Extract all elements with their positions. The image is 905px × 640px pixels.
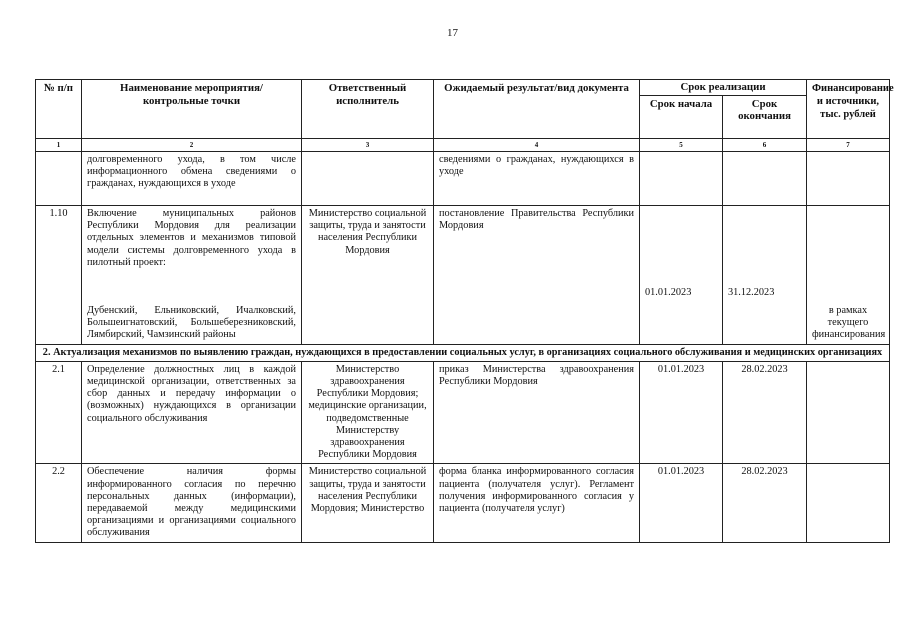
row-name: Обеспечение наличия формы информированного согласия по перечню персональных данных (информации), передаваемой между медицинскими организациями и организациями социального обслуживания bbox=[82, 464, 302, 542]
row-name-cell bbox=[82, 206, 302, 345]
row-result: сведениями о гражданах, нуждающихся в уходе bbox=[434, 152, 640, 206]
header-num: № п/п bbox=[36, 80, 82, 139]
row-num: 2.1 bbox=[36, 361, 82, 464]
row-result: постановление Правительства Республики Мордовия bbox=[434, 206, 640, 345]
table-row bbox=[36, 206, 890, 345]
header-financing: Финансирование и источники, тыс. рублей bbox=[807, 80, 890, 139]
row-num: 2.2 bbox=[36, 464, 82, 542]
row-end bbox=[723, 152, 807, 206]
table-row bbox=[36, 361, 890, 464]
row-name-districts: Дубенский, Ельниковский, Ичалковский, Большеигнатовский, Большеберезниковский, Лямбирский, Чамзинский районы bbox=[87, 305, 296, 341]
row-financing bbox=[807, 361, 890, 464]
row-start bbox=[640, 206, 723, 345]
plan-table bbox=[35, 79, 894, 543]
col-number: 5 bbox=[640, 139, 723, 152]
header-name: Наименование мероприятия/ контрольные точки bbox=[82, 80, 302, 139]
header-period: Срок реализации bbox=[640, 80, 807, 96]
row-name: Определение должностных лиц в каждой медицинской организации, ответственных за сбор данных и передачу информации о (возможных) нуждающихся в организации социального обслуживания bbox=[82, 361, 302, 464]
header-row bbox=[36, 80, 890, 96]
row-executor: Министерство социальной защиты, труда и занятости населения Республики Мордовия; Министерство bbox=[302, 464, 434, 542]
header-end: Срок окончания bbox=[723, 95, 807, 138]
col-number: 4 bbox=[434, 139, 640, 152]
col-number: 7 bbox=[807, 139, 890, 152]
row-end: 28.02.2023 bbox=[723, 464, 807, 542]
row-end bbox=[723, 206, 807, 345]
row-executor: Министерство социальной защиты, труда и занятости населения Республики Мордовия bbox=[302, 206, 434, 345]
header-result: Ожидаемый результат/вид документа bbox=[434, 80, 640, 139]
row-end-value: 31.12.2023 bbox=[728, 287, 775, 299]
row-name: долговременного ухода, в том числе информационного обмена сведениями о гражданах, нуждающихся в уходе bbox=[82, 152, 302, 206]
row-start: 01.01.2023 bbox=[640, 464, 723, 542]
header-executor: Ответственный исполнитель bbox=[302, 80, 434, 139]
header-start: Срок начала bbox=[640, 95, 723, 138]
row-executor: Министерство здравоохранения Республики Мордовия; медицинские организации, подведомственные Министерству здравоохранения Республики Мордовия bbox=[302, 361, 434, 464]
row-end: 28.02.2023 bbox=[723, 361, 807, 464]
table-row bbox=[36, 152, 890, 206]
section-heading: 2. Актуализация механизмов по выявлению граждан, нуждающихся в предоставлении социальных услуг, в организациях социального обслуживания и медицинских организациях bbox=[36, 344, 890, 361]
row-name: Включение муниципальных районов Республики Мордовия для реализации отдельных элементов и механизмов типовой модели системы долговременного ухода в пилотный проект: bbox=[87, 208, 296, 268]
row-num bbox=[36, 152, 82, 206]
row-start-value: 01.01.2023 bbox=[645, 287, 692, 299]
table-row bbox=[36, 464, 890, 542]
col-number: 6 bbox=[723, 139, 807, 152]
row-financing: в рамках текущего финансирования bbox=[807, 206, 890, 345]
page-number: 17 bbox=[447, 27, 458, 39]
section-heading-row bbox=[36, 344, 890, 361]
col-number: 1 bbox=[36, 139, 82, 152]
column-number-row bbox=[36, 139, 890, 152]
row-start: 01.01.2023 bbox=[640, 361, 723, 464]
row-result: приказ Министерства здравоохранения Республики Мордовия bbox=[434, 361, 640, 464]
col-number: 2 bbox=[82, 139, 302, 152]
col-number: 3 bbox=[302, 139, 434, 152]
row-result: форма бланка информированного согласия пациента (получателя услуг). Регламент получения информированного согласия у пациента (получателя услуг) bbox=[434, 464, 640, 542]
row-num: 1.10 bbox=[36, 206, 82, 345]
row-start bbox=[640, 152, 723, 206]
row-financing bbox=[807, 152, 890, 206]
row-financing bbox=[807, 464, 890, 542]
row-executor bbox=[302, 152, 434, 206]
